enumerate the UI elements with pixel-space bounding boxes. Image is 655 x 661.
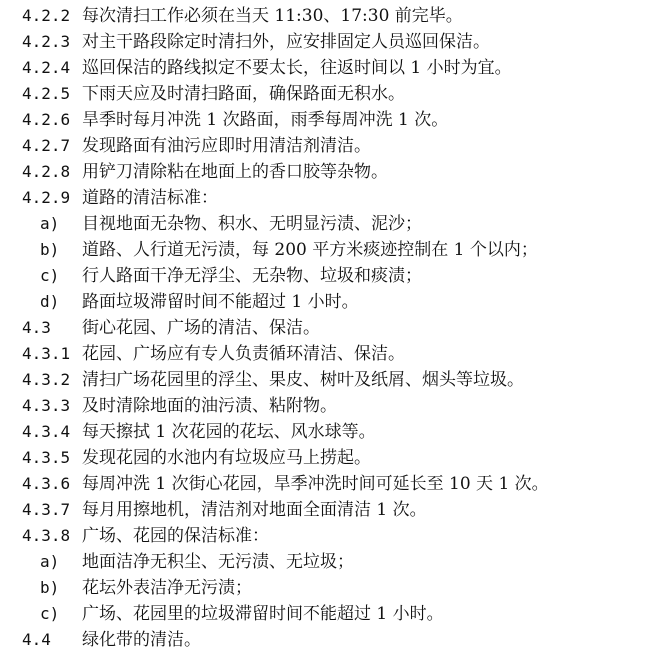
clause-text: 每月用擦地机，清洁剂对地面全面清洁 1 次。 [82,500,427,520]
clause-text: 发现路面有油污应即时用清洁剂清洁。 [82,136,371,156]
clause-number: 4.3.5 [22,448,71,467]
section-number: 4.3 [22,318,51,337]
clause-number: 4.3.4 [22,422,71,441]
clause-text: 每周冲洗 1 次街心花园，旱季冲洗时间可延长至 10 天 1 次。 [82,474,549,494]
list-item-text: 路面垃圾滞留时间不能超过 1 小时。 [82,292,359,312]
list-item-text: 广场、花园里的垃圾滞留时间不能超过 1 小时。 [82,604,444,624]
clause-text: 广场、花园的保洁标准： [82,526,269,546]
clause-text: 旱季时每月冲洗 1 次路面，雨季每周冲洗 1 次。 [82,110,449,130]
list-marker: b) [40,240,60,259]
clause-text: 道路的清洁标准： [82,188,218,208]
clause-number: 4.2.5 [22,84,71,103]
clause-text: 下雨天应及时清扫路面，确保路面无积水。 [82,84,405,104]
clause-text: 对主干路段除定时清扫外，应安排固定人员巡回保洁。 [82,32,490,52]
clause-number: 4.2.9 [22,188,71,207]
clause-number: 4.2.6 [22,110,71,129]
clause-number: 4.3.3 [22,396,71,415]
list-marker: c) [40,604,60,623]
list-item-text: 行人路面干净无浮尘、无杂物、垃圾和痰渍； [82,266,422,286]
list-item-text: 花坛外表洁净无污渍； [82,578,252,598]
section-title: 绿化带的清洁。 [82,630,201,650]
list-item-text: 地面洁净无积尘、无污渍、无垃圾； [82,552,354,572]
clause-text: 及时清除地面的油污渍、粘附物。 [82,396,337,416]
section-number: 4.4 [22,630,51,649]
clause-text: 清扫广场花园里的浮尘、果皮、树叶及纸屑、烟头等垃圾。 [82,370,524,390]
clause-number: 4.3.2 [22,370,71,389]
clause-text: 每天擦拭 1 次花园的花坛、风水球等。 [82,422,376,442]
list-marker: b) [40,578,60,597]
clause-text: 花园、广场应有专人负责循环清洁、保洁。 [82,344,405,364]
list-marker: a) [40,214,60,233]
clause-number: 4.2.4 [22,58,71,77]
clause-number: 4.2.3 [22,32,71,51]
clause-number: 4.3.8 [22,526,71,545]
clause-text: 巡回保洁的路线拟定不要太长，往返时间以 1 小时为宜。 [82,58,512,78]
list-item-text: 目视地面无杂物、积水、无明显污渍、泥沙； [82,214,422,234]
clause-text: 每次清扫工作必须在当天 11:30、17:30 前完毕。 [82,6,463,26]
clause-text: 发现花园的水池内有垃圾应马上捞起。 [82,448,371,468]
list-marker: a) [40,552,60,571]
list-marker: d) [40,292,60,311]
clause-number: 4.3.1 [22,344,71,363]
section-title: 街心花园、广场的清洁、保洁。 [82,318,320,338]
list-marker: c) [40,266,60,285]
clause-number: 4.3.6 [22,474,71,493]
clause-text: 用铲刀清除粘在地面上的香口胶等杂物。 [82,162,388,182]
clause-number: 4.2.2 [22,6,71,25]
list-item-text: 道路、人行道无污渍，每 200 平方米痰迹控制在 1 个以内； [82,240,538,260]
clause-number: 4.2.8 [22,162,71,181]
clause-number: 4.2.7 [22,136,71,155]
clause-number: 4.3.7 [22,500,71,519]
